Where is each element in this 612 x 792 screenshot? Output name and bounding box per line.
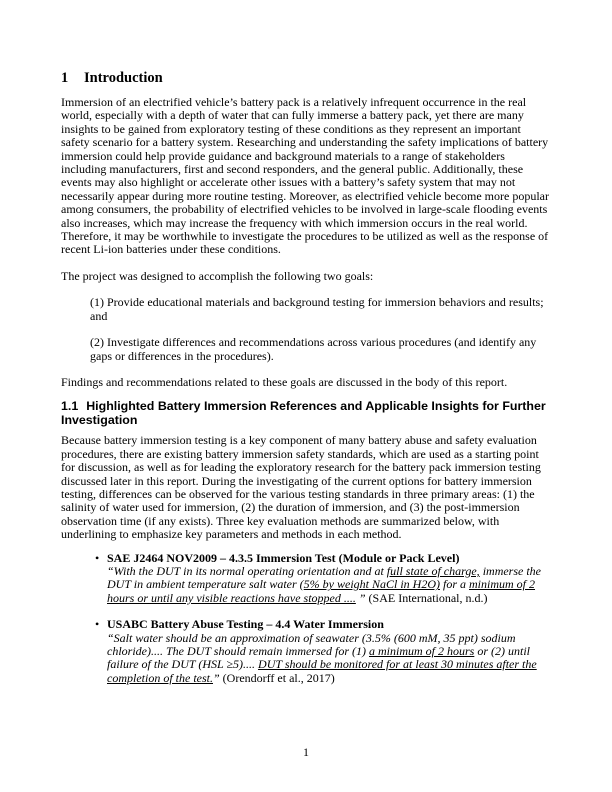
goal-item-2: (2) Investigate differences and recommendations across various procedures (and identify any gaps or differences in the procedures).	[90, 335, 537, 363]
reference-quote	[107, 565, 552, 605]
quote-segment: for a	[440, 577, 470, 592]
intro-paragraph: Immersion of an electrified vehicle’s battery pack is a relatively infrequent occurrence in the real world, especially with a depth of water that can fully immerse a battery pack, yet there are many insights to be gained from exploratory testing of these conditions as they represent an important safety scenario for a battery system. Researching and understanding the safety implications of battery immersion could help provide guidance and background materials to a range of stakeholders including manufacturers, first and second responders, and the general public. Additionally, these events may also highlight or accelerate other issues with a battery’s safety system that may not necessarily appear during more routine testing. Moreover, as electrified vehicle become more popular among consumers, the probability of electrified vehicles to be involved in large-scale flooding events also increases, which may increase the frequency with which immersion occurs in the real world. Therefore, it may be worthwhile to investigate the procedures to be utilized as well as the response of recent Li-ion batteries under these conditions.	[61, 95, 549, 257]
reference-quote	[107, 632, 552, 686]
section-number: 1	[61, 70, 69, 86]
reference-title: SAE J2464 NOV2009 – 4.3.5 Immersion Test (Module or Pack Level)	[107, 550, 460, 565]
page-content	[61, 70, 552, 698]
quote-segment: (SAE International, n.d.)	[368, 590, 488, 605]
quote-segment: ”	[355, 590, 369, 605]
quote-segment: minimum of 2 hours or until any visible reactions have stopped ....	[107, 577, 536, 605]
highlighted-references-paragraph: Because battery immersion testing is a key component of many battery abuse and safety evaluation procedures, there are existing battery immersion safety standards, which are used as a starting point for discussion, as well as for leading the exploratory research for the battery pack immersion testing discussed later in this report. During the investigating of the current options for battery immersion testing, differences can be observed for the various testing standards in three primary areas: (1) the salinity of water used for immersion, (2) the duration of immersion, and (3) the post-immersion observation time (if any exists). Three key evaluation methods are summarized below, with underlining to emphasize key parameters and methods in each method.	[61, 433, 541, 542]
quote-segment: full state of charge,	[386, 563, 480, 578]
quote-segment: a minimum of 2 hours	[368, 644, 475, 658]
quote-segment: immerse the DUT in ambient temperature salt water (	[107, 563, 542, 592]
quote-segment: or (2) until failure of the DUT (HSL ≥5)....	[107, 644, 530, 672]
section-title: Highlighted Battery Immersion References and Applicable Insights for Further Investigation	[61, 399, 546, 428]
bullet-icon: •	[95, 617, 100, 632]
reference-body	[107, 552, 552, 606]
findings-paragraph: Findings and recommendations related to these goals are discussed in the body of this report.	[61, 374, 508, 389]
reference-body	[107, 618, 552, 685]
quote-segment: DUT should be monitored for at least 30 minutes after the completion of the test.	[107, 657, 537, 685]
section-heading-highlighted-references	[61, 399, 552, 427]
section-title: Introduction	[84, 70, 163, 86]
bullet-icon: •	[95, 550, 100, 565]
reference-item	[61, 618, 552, 685]
quote-segment: ”	[212, 670, 223, 685]
quote-segment: “Salt water should be an approximation of seawater (3.5% (600 mM, 35 ppt) sodium chloride).... The DUT should remain immersed for (1)	[107, 630, 516, 658]
reference-title: USABC Battery Abuse Testing – 4.4 Water Immersion	[107, 617, 384, 632]
reference-list	[61, 552, 552, 686]
goals-intro-paragraph: The project was designed to accomplish the following two goals:	[61, 268, 374, 283]
goal-item-1: (1) Provide educational materials and background testing for immersion behaviors and results; and	[90, 295, 544, 323]
section-number: 1.1	[61, 399, 79, 414]
section-heading-introduction	[61, 70, 552, 87]
quote-segment: 5% by weight NaCl in H2O)	[303, 577, 440, 592]
quote-segment: “With the DUT in its normal operating orientation and at	[107, 563, 387, 578]
quote-segment: (Orendorff et al., 2017)	[222, 670, 335, 685]
reference-item	[61, 552, 552, 606]
page-number: 1	[303, 745, 309, 759]
